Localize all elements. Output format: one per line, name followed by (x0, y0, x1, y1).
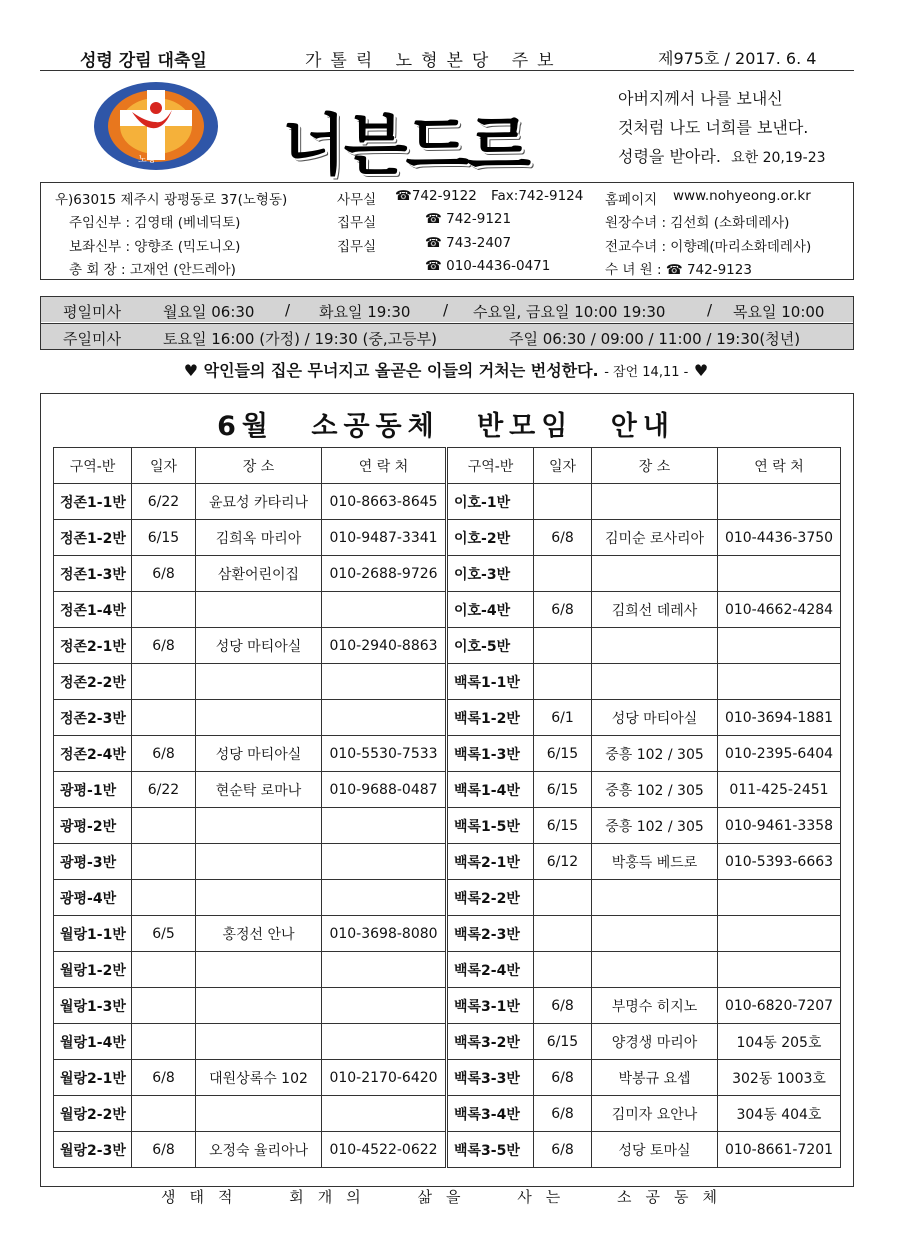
table-row (448, 772, 841, 808)
zone-cell: 월랑1-3반 (54, 988, 132, 1024)
mass-time: 수요일, 금요일 10:00 19:30 (473, 303, 666, 321)
table-row (448, 484, 841, 520)
table-row (448, 556, 841, 592)
date-cell (132, 808, 196, 844)
desk-phone: ☎ 010-4436-0471 (425, 258, 551, 274)
sunday-mass-label: 주일미사 (63, 330, 121, 348)
zone-cell: 광평-2반 (54, 808, 132, 844)
table-row (54, 520, 446, 556)
zone-cell: 월랑1-4반 (54, 1024, 132, 1060)
table-row (54, 988, 446, 1024)
table-row (448, 880, 841, 916)
proverb-text: ♥ 악인들의 집은 무너지고 올곧은 이들의 거처는 번성한다. (183, 361, 599, 380)
place-cell (592, 916, 718, 952)
date-cell (132, 1096, 196, 1132)
contact-cell (322, 592, 446, 628)
contact-cell: 010-6820-7207 (718, 988, 841, 1024)
place-cell: 성당 마티아실 (592, 700, 718, 736)
zone-cell: 백록1-5반 (448, 808, 534, 844)
date-cell (132, 700, 196, 736)
table-row (448, 664, 841, 700)
zone-cell: 정존2-3반 (54, 700, 132, 736)
date-cell (132, 880, 196, 916)
bulletin-title: 가톨릭 노형본당 주보 (305, 51, 563, 71)
masthead-title: 너븐드르 (282, 107, 530, 184)
zone-cell: 이호-1반 (448, 484, 534, 520)
table-row (54, 1132, 446, 1168)
zone-cell: 정존1-2반 (54, 520, 132, 556)
contact-cell: 011-425-2451 (718, 772, 841, 808)
contact-cell: 010-2395-6404 (718, 736, 841, 772)
zone-cell: 백록3-1반 (448, 988, 534, 1024)
zone-cell: 백록3-4반 (448, 1096, 534, 1132)
zone-cell: 백록2-3반 (448, 916, 534, 952)
table-header-row (54, 448, 446, 484)
date-cell: 6/8 (132, 628, 196, 664)
date-cell (132, 952, 196, 988)
zone-cell: 백록2-1반 (448, 844, 534, 880)
date-cell (534, 628, 592, 664)
date-cell: 6/15 (534, 1024, 592, 1060)
contact-cell (718, 664, 841, 700)
place-cell: 성당 토마실 (592, 1132, 718, 1168)
contact-cell (718, 556, 841, 592)
table-row (54, 844, 446, 880)
desk-phone: ☎ 742-9121 (425, 211, 512, 227)
date-cell (132, 664, 196, 700)
place-cell (592, 556, 718, 592)
date-cell: 6/8 (132, 1060, 196, 1096)
zone-cell: 정존1-1반 (54, 484, 132, 520)
date-cell: 6/8 (132, 556, 196, 592)
zone-cell: 광평-4반 (54, 880, 132, 916)
zone-cell: 광평-3반 (54, 844, 132, 880)
zone-cell: 이호-4반 (448, 592, 534, 628)
sister-info: 수 녀 원 : ☎ 742-9123 (605, 262, 752, 278)
date-cell: 6/8 (534, 988, 592, 1024)
mass-time: 목요일 10:00 (733, 303, 825, 321)
table-row (54, 772, 446, 808)
parish-logo (92, 80, 220, 172)
contact-cell: 010-9688-0487 (322, 772, 446, 808)
separator: / (285, 301, 291, 319)
zone-cell: 백록1-4반 (448, 772, 534, 808)
column-header: 구역-반 (448, 448, 534, 484)
mass-time: 화요일 19:30 (319, 303, 411, 321)
zone-cell: 정존2-1반 (54, 628, 132, 664)
separator: / (707, 301, 713, 319)
date-cell: 6/8 (534, 1060, 592, 1096)
table-row (54, 664, 446, 700)
sister-info: 전교수녀 : 이향례(마리소화데레사) (605, 239, 812, 255)
contact-cell: 010-3698-8080 (322, 916, 446, 952)
contact-cell (718, 880, 841, 916)
table-row (54, 1060, 446, 1096)
table-row (448, 1096, 841, 1132)
zone-cell: 광평-1반 (54, 772, 132, 808)
proverb-line (40, 358, 852, 381)
separator: / (443, 301, 449, 319)
place-cell (196, 664, 322, 700)
zone-cell: 이호-3반 (448, 556, 534, 592)
footer-motto: 생태적 회개의 삶을 사는 소공동체 (161, 1188, 731, 1206)
scripture-quote (618, 84, 858, 173)
date-cell (534, 484, 592, 520)
contact-cell (322, 880, 446, 916)
place-cell (196, 700, 322, 736)
place-cell (592, 484, 718, 520)
table-row (448, 1024, 841, 1060)
zone-cell: 백록1-2반 (448, 700, 534, 736)
table-row (448, 700, 841, 736)
contact-cell (322, 808, 446, 844)
place-cell (592, 952, 718, 988)
zone-cell: 월랑2-2반 (54, 1096, 132, 1132)
mass-time: 주일 06:30 / 09:00 / 11:00 / 19:30(청년) (509, 330, 801, 348)
bulletin-header (40, 40, 854, 71)
heart-icon: ♥ (693, 361, 709, 380)
contact-cell: 010-5530-7533 (322, 736, 446, 772)
zone-cell: 정존2-4반 (54, 736, 132, 772)
zone-cell: 월랑2-1반 (54, 1060, 132, 1096)
table-row (54, 952, 446, 988)
place-cell: 부명수 히지노 (592, 988, 718, 1024)
section-title: 6월 소공동체 반모임 안내 (217, 411, 675, 442)
logo-text: 노형 (138, 155, 156, 165)
place-cell: 성당 마티아실 (196, 736, 322, 772)
contact-cell (322, 700, 446, 736)
desk-label: 집무실 (337, 239, 377, 255)
table-row (54, 1096, 446, 1132)
place-cell: 성당 마티아실 (196, 628, 322, 664)
table-row (54, 592, 446, 628)
place-cell (592, 628, 718, 664)
mass-time: 월요일 06:30 (163, 303, 255, 321)
fax-number: Fax:742-9124 (491, 188, 584, 204)
date-cell: 6/15 (534, 772, 592, 808)
weekday-mass-label: 평일미사 (63, 303, 121, 321)
date-cell: 6/22 (132, 772, 196, 808)
desk-phone: ☎ 743-2407 (425, 235, 512, 251)
date-cell (534, 880, 592, 916)
place-cell: 오정숙 율리아나 (196, 1132, 322, 1168)
contact-cell (718, 916, 841, 952)
date-cell (534, 952, 592, 988)
zone-cell: 백록2-4반 (448, 952, 534, 988)
table-row (448, 1060, 841, 1096)
column-header: 일자 (132, 448, 196, 484)
meeting-table-left (53, 447, 446, 1168)
staff-role: 총 회 장 : 고재언 (안드레아) (69, 262, 236, 278)
zone-cell: 백록1-1반 (448, 664, 534, 700)
place-cell (196, 880, 322, 916)
column-header: 연 락 처 (322, 448, 446, 484)
table-row (54, 484, 446, 520)
zone-cell: 월랑2-3반 (54, 1132, 132, 1168)
table-row (448, 736, 841, 772)
contact-cell (718, 952, 841, 988)
contact-cell: 010-8661-7201 (718, 1132, 841, 1168)
place-cell: 김희옥 마리아 (196, 520, 322, 556)
proverb-source: - 잠언 14,11 - (604, 365, 689, 380)
feast-name: 성령 강림 대축일 (80, 51, 207, 71)
place-cell (196, 592, 322, 628)
date-cell: 6/15 (534, 736, 592, 772)
table-header-row (448, 448, 841, 484)
staff-role: 주임신부 : 김영태 (베네딕토) (69, 215, 241, 231)
mass-time: 토요일 16:00 (가정) / 19:30 (중,고등부) (163, 330, 437, 348)
contact-cell: 010-4436-3750 (718, 520, 841, 556)
table-row (54, 880, 446, 916)
table-row (448, 628, 841, 664)
date-cell: 6/12 (534, 844, 592, 880)
date-cell (132, 844, 196, 880)
date-cell: 6/15 (534, 808, 592, 844)
contact-cell (322, 664, 446, 700)
place-cell: 박홍득 베드로 (592, 844, 718, 880)
zone-cell: 월랑1-2반 (54, 952, 132, 988)
contact-cell (322, 1024, 446, 1060)
contact-cell: 010-3694-1881 (718, 700, 841, 736)
table-row (54, 916, 446, 952)
place-cell (592, 880, 718, 916)
table-row (448, 808, 841, 844)
place-cell: 현순탁 로마나 (196, 772, 322, 808)
date-cell: 6/8 (132, 1132, 196, 1168)
contact-cell: 010-5393-6663 (718, 844, 841, 880)
table-row (54, 736, 446, 772)
quote-line: 것처럼 나도 너희를 보낸다. (618, 118, 809, 137)
place-cell: 김미순 로사리아 (592, 520, 718, 556)
zone-cell: 백록2-2반 (448, 880, 534, 916)
mass-schedule (40, 296, 854, 350)
place-cell (196, 1024, 322, 1060)
place-cell (196, 988, 322, 1024)
zone-cell: 이호-5반 (448, 628, 534, 664)
column-header: 장 소 (196, 448, 322, 484)
contact-cell (322, 844, 446, 880)
desk-label: 집무실 (337, 215, 377, 231)
place-cell (196, 808, 322, 844)
date-cell: 6/8 (534, 520, 592, 556)
address: 우)63015 제주시 광평동로 37(노형동) (55, 192, 288, 208)
zone-cell: 백록3-3반 (448, 1060, 534, 1096)
contact-cell: 010-2688-9726 (322, 556, 446, 592)
place-cell: 박봉규 요셉 (592, 1060, 718, 1096)
weekday-mass-row (41, 297, 853, 322)
contact-cell (718, 484, 841, 520)
date-cell (132, 1024, 196, 1060)
date-cell (534, 916, 592, 952)
contact-cell: 304동 404호 (718, 1096, 841, 1132)
place-cell: 중흥 102 / 305 (592, 736, 718, 772)
office-phone: ☎742-9122 (395, 188, 477, 204)
place-cell (196, 952, 322, 988)
place-cell: 중흥 102 / 305 (592, 772, 718, 808)
table-row (448, 1132, 841, 1168)
date-cell (534, 664, 592, 700)
zone-cell: 이호-2반 (448, 520, 534, 556)
table-row (54, 808, 446, 844)
date-cell (534, 556, 592, 592)
date-cell: 6/8 (534, 592, 592, 628)
date-cell: 6/22 (132, 484, 196, 520)
zone-cell: 정존1-4반 (54, 592, 132, 628)
contact-cell: 104동 205호 (718, 1024, 841, 1060)
contact-cell (322, 988, 446, 1024)
date-cell (132, 988, 196, 1024)
contact-cell: 010-2940-8863 (322, 628, 446, 664)
contact-cell (322, 952, 446, 988)
column-header: 장 소 (592, 448, 718, 484)
contact-cell: 010-4662-4284 (718, 592, 841, 628)
table-row (448, 844, 841, 880)
table-row (448, 988, 841, 1024)
table-row (448, 520, 841, 556)
zone-cell: 월랑1-1반 (54, 916, 132, 952)
date-cell: 6/15 (132, 520, 196, 556)
sister-info: 원장수녀 : 김선희 (소화데레사) (605, 215, 790, 231)
homepage-label: 홈페이지 (605, 192, 658, 208)
place-cell: 김희선 데레사 (592, 592, 718, 628)
office-label: 사무실 (337, 192, 377, 208)
table-row (54, 556, 446, 592)
zone-cell: 백록3-5반 (448, 1132, 534, 1168)
zone-cell: 백록3-2반 (448, 1024, 534, 1060)
date-cell: 6/8 (534, 1096, 592, 1132)
table-row (448, 916, 841, 952)
place-cell: 양경생 마리아 (592, 1024, 718, 1060)
quote-reference: 요한 20,19-23 (731, 150, 826, 166)
date-cell: 6/8 (132, 736, 196, 772)
place-cell: 김미자 요안나 (592, 1096, 718, 1132)
contact-cell (718, 628, 841, 664)
contact-cell: 010-2170-6420 (322, 1060, 446, 1096)
zone-cell: 정존2-2반 (54, 664, 132, 700)
parish-info-box (40, 182, 854, 280)
meeting-table-right (447, 447, 841, 1168)
contact-cell: 010-9487-3341 (322, 520, 446, 556)
contact-cell (322, 1096, 446, 1132)
homepage-link[interactable]: www.nohyeong.or.kr (673, 188, 811, 204)
table-row (54, 628, 446, 664)
place-cell: 중흥 102 / 305 (592, 808, 718, 844)
date-cell (132, 592, 196, 628)
place-cell: 삼환어린이집 (196, 556, 322, 592)
table-row (54, 1024, 446, 1060)
staff-role: 보좌신부 : 양향조 (믹도니오) (69, 239, 241, 255)
date-cell: 6/5 (132, 916, 196, 952)
date-cell: 6/8 (534, 1132, 592, 1168)
column-header: 구역-반 (54, 448, 132, 484)
quote-line: 아버지께서 나를 보내신 (618, 89, 783, 108)
zone-cell: 정존1-3반 (54, 556, 132, 592)
place-cell (196, 844, 322, 880)
issue-number: 제975호 / 2017. 6. 4 (658, 49, 817, 68)
column-header: 일자 (534, 448, 592, 484)
contact-cell: 010-4522-0622 (322, 1132, 446, 1168)
table-row (54, 700, 446, 736)
column-header: 연 락 처 (718, 448, 841, 484)
table-row (448, 952, 841, 988)
place-cell (196, 1096, 322, 1132)
quote-line: 성령을 받아라. 요한 20,19-23 (618, 147, 826, 166)
place-cell: 윤묘성 카타리나 (196, 484, 322, 520)
contact-cell: 302동 1003호 (718, 1060, 841, 1096)
place-cell (592, 664, 718, 700)
place-cell: 대원상록수 102 (196, 1060, 322, 1096)
date-cell: 6/1 (534, 700, 592, 736)
contact-cell: 010-9461-3358 (718, 808, 841, 844)
zone-cell: 백록1-3반 (448, 736, 534, 772)
table-row (448, 592, 841, 628)
place-cell: 홍정선 안나 (196, 916, 322, 952)
contact-cell: 010-8663-8645 (322, 484, 446, 520)
sunday-mass-row (41, 323, 853, 349)
